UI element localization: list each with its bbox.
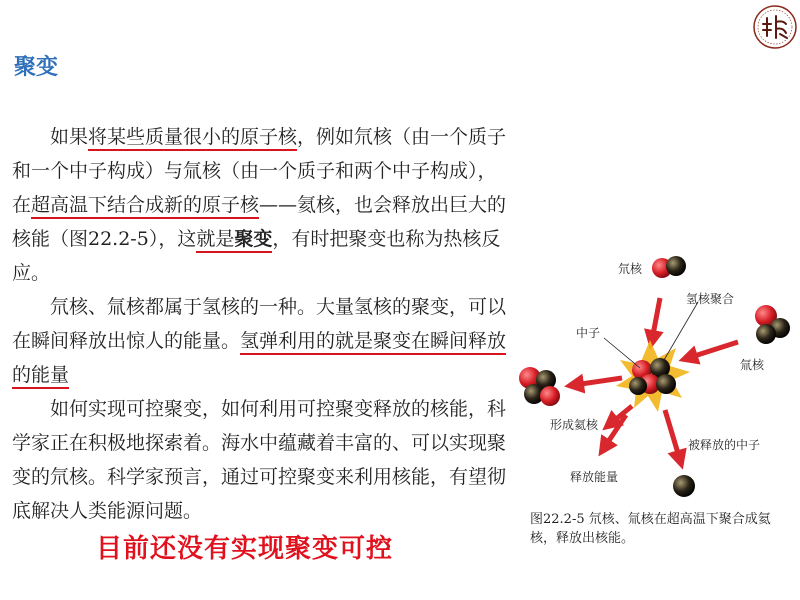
paragraph-1: 如果将某些质量很小的原子核，例如氘核（由一个质子和一个中子构成）与氚核（由一个质子和两个中子构成），在超高温下结合成新的原子核——氦核，也会释放出巨大的核能（图22.2-5），这就是聚变，有时把聚变也称为热核反应。	[12, 126, 507, 284]
underline-small-nuclei: 将某些质量很小的原子核	[88, 126, 297, 151]
term-fusion: 聚变	[234, 228, 272, 253]
label-energy: 释放能量	[570, 470, 619, 484]
label-deuteron: 氘核	[618, 262, 643, 276]
underline-is: 就是	[196, 228, 234, 253]
slide-title: 聚变	[14, 55, 59, 80]
fusion-cluster	[629, 358, 676, 395]
leader-fusion	[664, 302, 698, 360]
label-released-neutron: 被释放的中子	[688, 438, 761, 452]
arrow-tritium-in	[688, 342, 738, 358]
label-fusion: 氢核聚合	[686, 292, 735, 306]
tritium-particle	[755, 305, 790, 344]
label-helium: 形成氦核	[550, 418, 599, 432]
label-neutron: 中子	[576, 326, 601, 340]
seal-logo	[752, 4, 798, 50]
deuteron-particle	[652, 256, 686, 278]
paragraph-2: 氘核、氚核都属于氢核的一种。大量氢核的聚变，可以在瞬间释放出惊人的能量。氢弹利用的就是聚变在瞬间释放的能量	[12, 290, 508, 392]
arrow-deuteron-in	[652, 298, 660, 340]
label-tritium: 氚核	[740, 358, 765, 372]
body-text	[12, 120, 508, 528]
underline-hydrogen-bomb: 氢弹利用的就是聚变在瞬间释放的能量	[12, 330, 506, 389]
red-note: 目前还没有实现聚变可控	[96, 534, 394, 564]
leader-neutron	[604, 338, 640, 368]
fusion-diagram	[500, 240, 800, 510]
underline-new-nucleus: 超高温下结合成新的原子核	[31, 194, 259, 219]
released-neutron-particle	[673, 475, 695, 497]
fusion-figure	[500, 240, 800, 540]
paragraph-3: 如何实现可控聚变，如何利用可控聚变释放的核能，科学家正在积极地探索着。海水中蕴藏着丰富的、可以实现聚变的氘核。科学家预言，通过可控聚变来利用核能，有望彻底解决人类能源问题。	[12, 398, 507, 522]
helium-particle	[519, 367, 560, 406]
arrow-neutron-out	[665, 410, 680, 460]
arrow-helium-out	[574, 378, 622, 385]
figure-caption: 图22.2-5 氘核、氚核在超高温下聚合成氦核，释放出核能。	[530, 512, 771, 546]
